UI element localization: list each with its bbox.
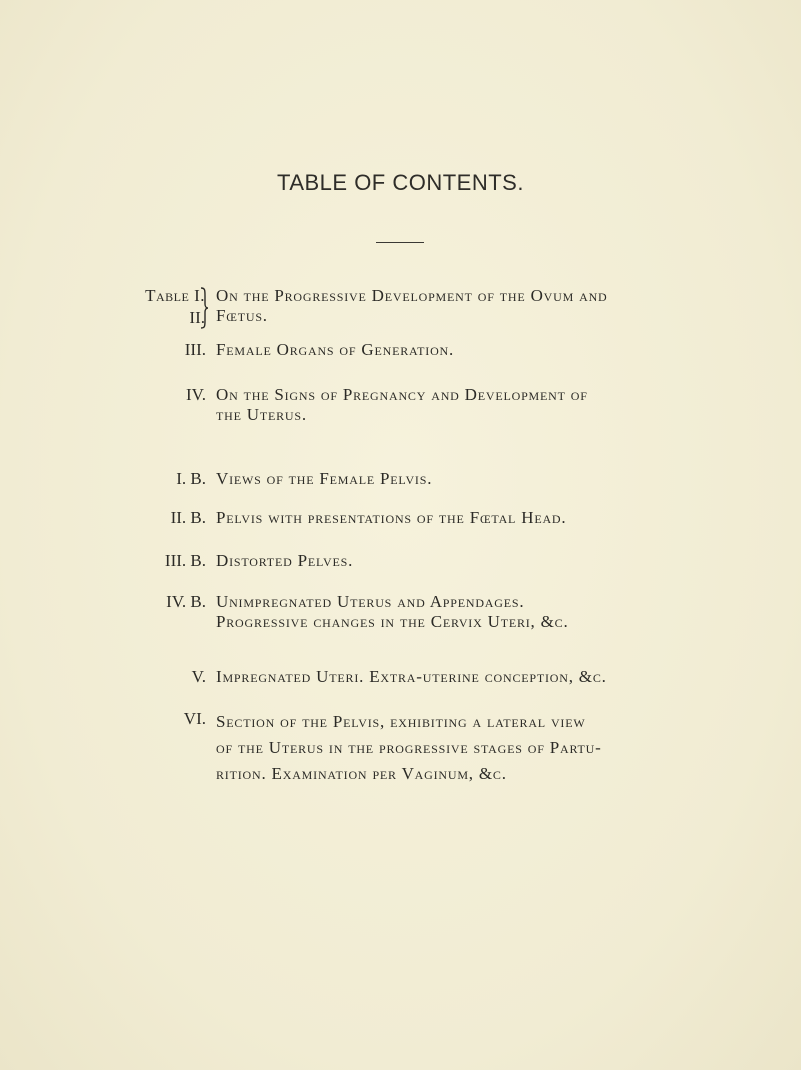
toc-line: On the Signs of Pregnancy and Development of (216, 385, 588, 404)
toc-entry-text (216, 385, 696, 425)
toc-line: Distorted Pelves. (216, 551, 354, 570)
toc-label-table-i: Table I. (145, 286, 205, 305)
toc-line: Views of the Female Pelvis. (216, 469, 433, 488)
toc-label: IV. B. (166, 592, 206, 611)
toc-label: II. B. (170, 508, 206, 527)
toc-entry-text (216, 469, 696, 489)
toc-label: I. B. (176, 469, 206, 488)
toc-entry-text (216, 286, 696, 326)
toc-entry-text (216, 592, 696, 632)
brace-icon (199, 286, 209, 330)
toc-line: Unimpregnated Uterus and Appendages. (216, 592, 525, 611)
toc-line: of the Uterus in the progressive stages of Partu- (216, 738, 602, 757)
toc-label: III. (184, 340, 206, 359)
toc-line: rition. Examination per Vaginum, &c. (216, 764, 507, 783)
toc-line: the Uterus. (216, 405, 307, 424)
toc-label: III. B. (164, 551, 206, 570)
toc-line: Section of the Pelvis, exhibiting a lateral view (216, 712, 586, 731)
toc-label: IV. (186, 385, 206, 404)
toc-line: On the Progressive Development of the Ovum and (216, 286, 608, 305)
toc-entry-text (216, 508, 696, 528)
toc-line: Fœtus. (216, 306, 268, 325)
toc-label: V. (191, 667, 206, 686)
toc-line: Pelvis with presentations of the Fœtal Head. (216, 508, 567, 527)
toc-entry-text (216, 551, 696, 571)
page-title: TABLE OF CONTENTS. (277, 170, 524, 195)
toc-line: Female Organs of Generation. (216, 340, 455, 359)
toc-label: VI. (183, 709, 206, 728)
toc-label-ii: II. (189, 308, 205, 327)
title-divider (376, 242, 424, 243)
toc-line: Impregnated Uteri. Extra-uterine conception, &c. (216, 667, 607, 686)
toc-entry-text (216, 709, 696, 787)
toc-entry-text (216, 340, 696, 360)
toc-entry-text (216, 667, 696, 687)
toc-line: Progressive changes in the Cervix Uteri, &c. (216, 612, 569, 631)
